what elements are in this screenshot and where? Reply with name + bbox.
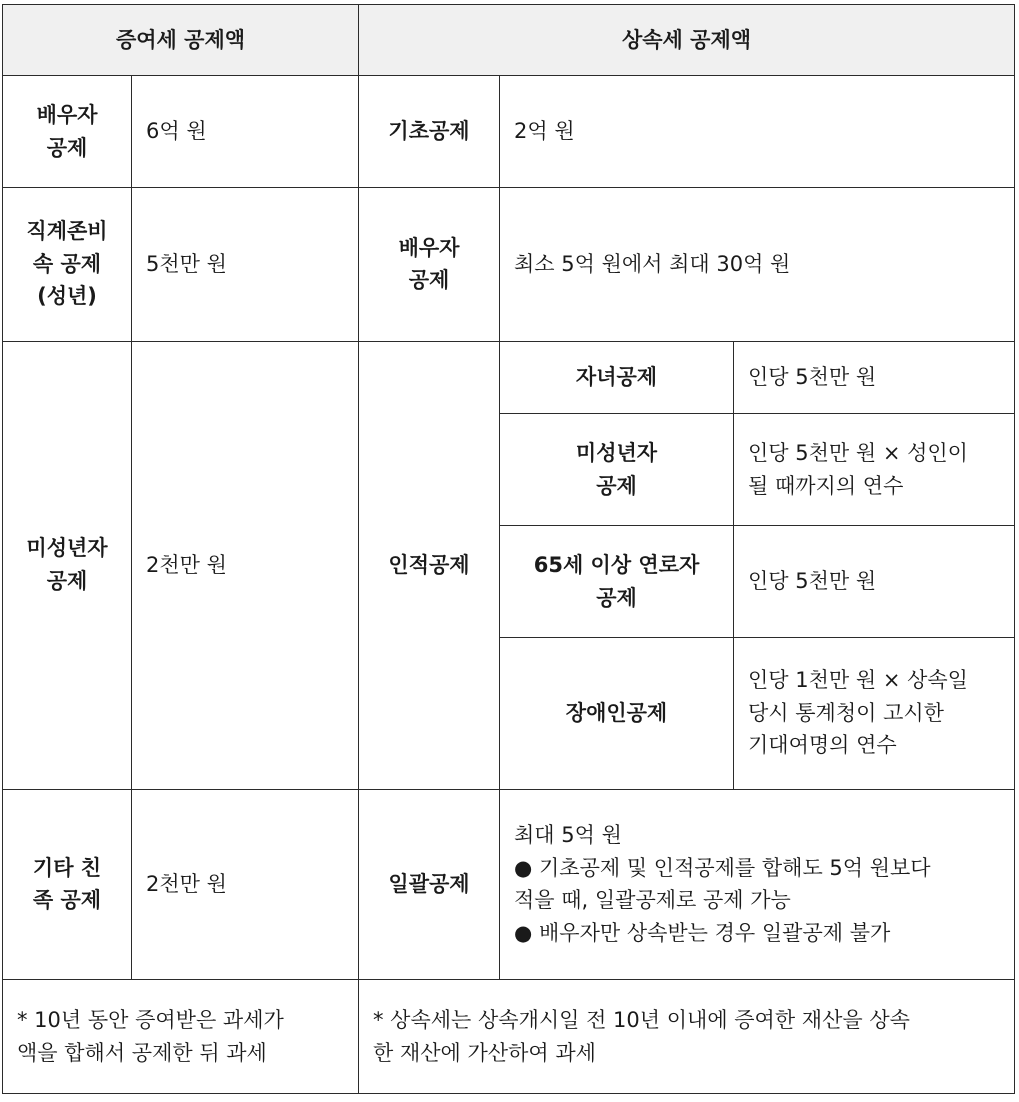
table-row xyxy=(3,76,1015,188)
table-row xyxy=(3,341,1015,413)
lump-sum-deduction-value: 최대 5억 원 ● 기초공제 및 인적공제를 합해도 5억 원보다 적을 때, 일괄공제로 공제 가능 ● 배우자만 상속받는 경우 일괄공제 불가 xyxy=(500,789,1015,980)
personal-deduction-label: 인적공제 xyxy=(359,341,500,789)
minor-deduction-label: 미성년자 공제 xyxy=(500,413,734,526)
children-deduction-value: 인당 5천만 원 xyxy=(734,341,1015,413)
gift-tax-header: 증여세 공제액 xyxy=(3,5,359,76)
children-deduction-label: 자녀공제 xyxy=(500,341,734,413)
gift-tax-note: * 10년 동안 증여받은 과세가 액을 합해서 공제한 뒤 과세 xyxy=(3,980,359,1094)
basic-deduction-label: 기초공제 xyxy=(359,76,500,188)
inheritance-spouse-value: 최소 5억 원에서 최대 30억 원 xyxy=(500,187,1015,341)
senior-deduction-label: 65세 이상 연로자 공제 xyxy=(500,526,734,638)
inheritance-spouse-label: 배우자 공제 xyxy=(359,187,500,341)
senior-deduction-value: 인당 5천만 원 xyxy=(734,526,1015,638)
gift-minor-value: 2천만 원 xyxy=(132,341,359,789)
disabled-deduction-value: 인당 1천만 원 × 상속일 당시 통계청이 고시한 기대여명의 연수 xyxy=(734,637,1015,789)
minor-deduction-value: 인당 5천만 원 × 성인이 될 때까지의 연수 xyxy=(734,413,1015,526)
gift-lineal-label: 직계존비 속 공제 (성년) xyxy=(3,187,132,341)
header-row xyxy=(3,5,1015,76)
gift-other-relative-label: 기타 친 족 공제 xyxy=(3,789,132,980)
table-row xyxy=(3,187,1015,341)
inheritance-tax-header: 상속세 공제액 xyxy=(359,5,1015,76)
lump-sum-deduction-label: 일괄공제 xyxy=(359,789,500,980)
gift-minor-label: 미성년자 공제 xyxy=(3,341,132,789)
deduction-comparison-table xyxy=(2,4,1015,1094)
gift-lineal-value: 5천만 원 xyxy=(132,187,359,341)
basic-deduction-value: 2억 원 xyxy=(500,76,1015,188)
notes-row xyxy=(3,980,1015,1094)
gift-spouse-value: 6억 원 xyxy=(132,76,359,188)
table-row xyxy=(3,789,1015,980)
disabled-deduction-label: 장애인공제 xyxy=(500,637,734,789)
gift-other-relative-value: 2천만 원 xyxy=(132,789,359,980)
inheritance-tax-note: * 상속세는 상속개시일 전 10년 이내에 증여한 재산을 상속 한 재산에 가산하여 과세 xyxy=(359,980,1015,1094)
gift-spouse-label: 배우자 공제 xyxy=(3,76,132,188)
